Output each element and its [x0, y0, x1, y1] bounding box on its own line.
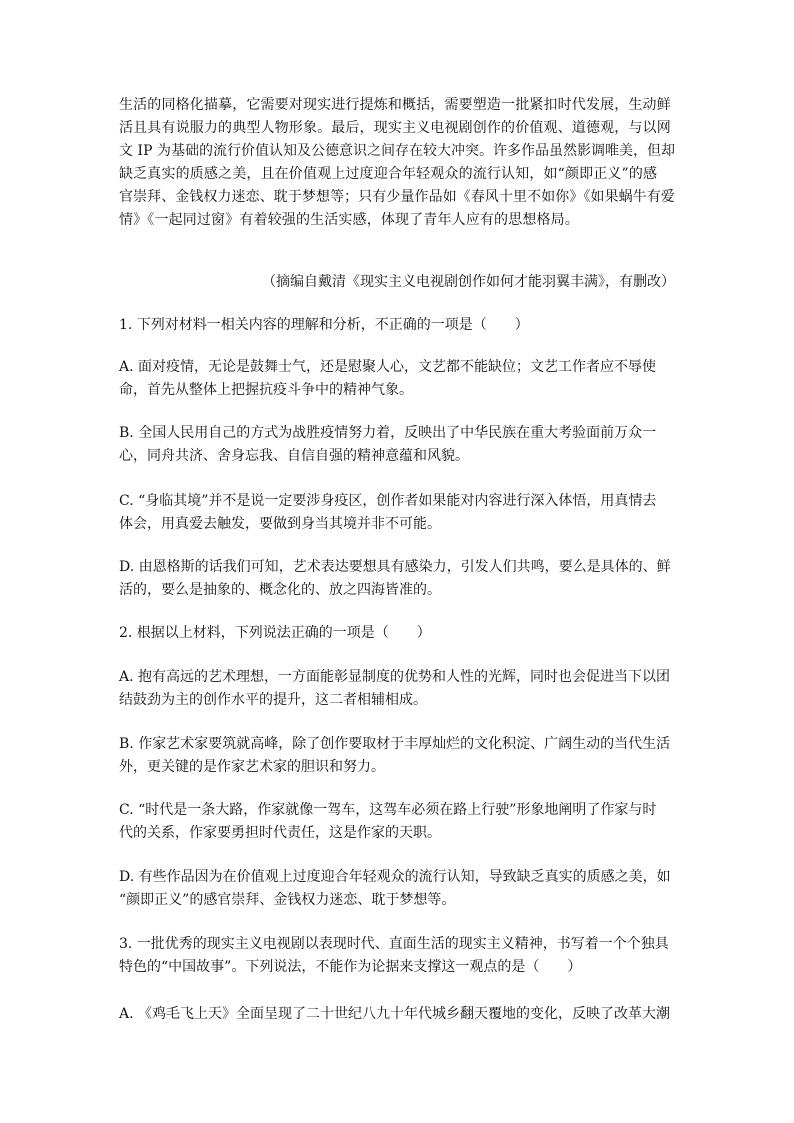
question-1-option-c: [119, 490, 675, 536]
question-line: 特色的“中国故事”。下列说法，不能作为论据来支撑这一观点的是（ ）: [119, 959, 582, 975]
question-1-stem: [119, 314, 675, 337]
option-line: A. 《鸡毛飞上天》全面呈现了二十世纪八九十年代城乡翻天覆地的变化，反映了改革大潮: [119, 1006, 671, 1022]
question-1-option-a: [119, 356, 675, 402]
question-line: 3. 一批优秀的现实主义电视剧以表现时代、直面生活的现实主义精神，书写着一个个独具: [119, 936, 669, 952]
option-line: D. 由恩格斯的话我们可知，艺术表达要想具有感染力，引发人们共鸣，要么是具体的、鲜: [119, 559, 671, 575]
option-line: 活的，要么是抽象的、概念化的、放之四海皆准的。: [119, 582, 441, 598]
passage-line: 文 IP 为基础的流行价值认知及公德意识之间存在较大冲突。许多作品虽然影调唯美，但却: [119, 143, 676, 159]
option-line: A. 面对疫情，无论是鼓舞士气，还是慰聚人心，文艺都不能缺位；文艺工作者应不辱使: [119, 359, 657, 375]
option-line: C. “时代是一条大路，作家就像一驾车，这驾车必须在路上行驶”形象地阐明了作家与时: [119, 802, 657, 818]
passage-paragraph: [119, 94, 675, 232]
passage-line: 官崇拜、金钱权力迷恋、耽于梦想等；只有少量作品如《春风十里不如你》《如果蜗牛有爱: [119, 189, 675, 205]
option-line: 代的关系，作家要勇担时代责任，这是作家的天职。: [119, 825, 441, 841]
option-line: B. 作家艺术家要筑就高峰，除了创作要取材于丰厚灿烂的文化积淀、广阔生动的当代生活: [119, 736, 671, 752]
passage-line: 活且具有说服力的典型人物形象。最后，现实主义电视剧创作的价值观、道德观，与以网: [119, 120, 671, 136]
passage-attribution: （摘编自戴清《现实主义电视剧创作如何才能羽翼丰满》，有删改）: [262, 274, 675, 290]
option-line: 外，更关键的是作家艺术家的胆识和努力。: [119, 759, 385, 775]
passage-line: 生活的同格化描摹，它需要对现实进行提炼和概括，需要塑造一批紧扣时代发展，生动鲜: [119, 97, 671, 113]
question-line: 2. 根据以上材料，下列说法正确的一项是（ ）: [119, 625, 431, 641]
passage-line: 情》《一起同过窗》有着较强的生活实感，体现了青年人应有的思想格局。: [119, 212, 579, 228]
question-2-option-b: [119, 733, 675, 779]
option-line: 命，首先从整体上把握抗疫斗争中的精神气象。: [119, 382, 413, 398]
question-2-option-d: [119, 866, 675, 912]
option-line: C. “身临其境”并不是说一定要涉身疫区，创作者如果能对内容进行深入体悟，用真情去: [119, 493, 657, 509]
question-line: 1. 下列对材料一相关内容的理解和分析，不正确的一项是（ ）: [119, 317, 529, 333]
option-line: 心，同舟共济、舍身忘我、自信自强的精神意蕴和风貌。: [119, 448, 469, 464]
question-1-option-b: [119, 422, 675, 468]
question-1-option-d: [119, 556, 675, 602]
question-2-option-c: [119, 799, 675, 845]
question-2-option-a: [119, 666, 675, 712]
passage-line: 缺乏真实的质感之美，且在价值观上过度迎合年轻观众的流行认知，如“颜即正义”的感: [119, 166, 658, 182]
option-line: 体会，用真爱去触发，要做到身当其境并非不可能。: [119, 516, 441, 532]
option-line: 结鼓劲为主的创作水平的提升，这二者相辅相成。: [119, 692, 427, 708]
option-line: D. 有些作品因为在价值观上过度迎合年轻观众的流行认知，导致缺乏真实的质感之美，如: [119, 869, 671, 885]
question-3-option-a: [119, 1003, 675, 1026]
question-2-stem: [119, 622, 675, 645]
option-line: B. 全国人民用自己的方式为战胜疫情努力着，反映出了中华民族在重大考验面前万众一: [119, 425, 657, 441]
question-3-stem: [119, 933, 675, 979]
option-line: A. 抱有高远的艺术理想，一方面能彰显制度的优势和人性的光辉，同时也会促进当下以团: [119, 669, 671, 685]
option-line: “颜即正义”的感官崇拜、金钱权力迷恋、耽于梦想等。: [119, 892, 456, 908]
